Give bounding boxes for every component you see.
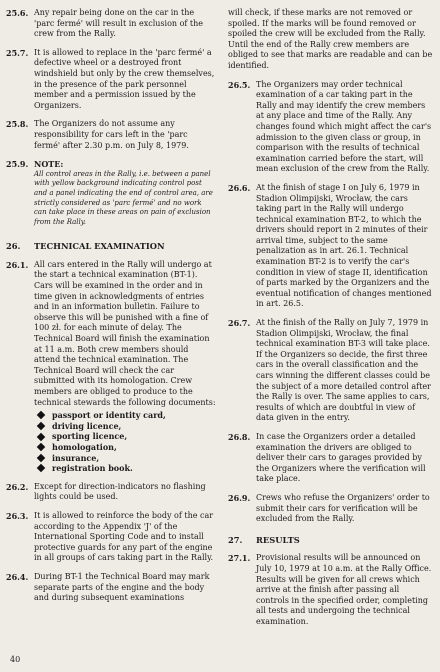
section-heading-results: 27. RESULTS bbox=[228, 534, 300, 545]
clause-number: 26.4. bbox=[6, 571, 29, 582]
clause-26-6 bbox=[228, 183, 434, 310]
clause-number: 25.7. bbox=[6, 47, 29, 58]
documents-list bbox=[34, 410, 216, 474]
diamond-bullet-icon bbox=[37, 464, 45, 472]
clause-26-3 bbox=[6, 511, 216, 564]
clause-number: 25.8. bbox=[6, 119, 29, 130]
diamond-bullet-icon bbox=[37, 443, 45, 451]
clause-number: 26.6. bbox=[228, 182, 251, 193]
diamond-bullet-icon bbox=[37, 422, 45, 430]
clause-number: 26.7. bbox=[228, 318, 251, 329]
note-label: NOTE: bbox=[34, 159, 64, 170]
clause-number: 25.6. bbox=[6, 8, 29, 18]
clause-26-2 bbox=[6, 482, 216, 503]
clause-25-6 bbox=[6, 8, 216, 40]
clause-text: It is allowed to reinforce the body of the car according to the Appendix 'J' of the International Sporting Code and to install protective guards for any part of the engine in all groups of cars taking part in the Rally. bbox=[34, 510, 214, 563]
clause-25-8 bbox=[6, 119, 216, 151]
continued-text: will check, if these marks are not removed or spoiled. If the marks will be found removed or spoiled the crew will be excluded from the Rally. Until the end of the Rally crew members are obliged to see that marks are readable and can be identified. bbox=[228, 8, 433, 70]
clause-text: The Organizers do not assume any responsibility for cars left in the 'parc fermé' after 2.30 p.m. on July 8, 1979. bbox=[34, 119, 189, 150]
clause-text: Provisional results will be announced on July 10, 1979 at 10 a.m. at the Rally Office. Results will be given for all crews which arrive at the finish after passing all controls in the specified order, completing all tests and undergoing the technical examination. bbox=[256, 553, 432, 626]
clause-26-7 bbox=[228, 318, 434, 424]
clause-26-9 bbox=[228, 493, 434, 525]
document-item: sporting licence, bbox=[38, 431, 216, 442]
diamond-bullet-icon bbox=[37, 432, 45, 440]
clause-text: At the finish of stage I on July 6, 1979 in Stadion Olimpijski, Wrocław, the cars taking part in the Rally will undergo technical examination BT-2, to which the drivers should report in 2 minutes of their arrival time, subject to the same penalization as in art. 26.1. Technical examination BT-2 is to verify the car's condition in view of stage II, identification of parts marked by the Organizers and the eventual notification of changes mentioned in art. 26.5. bbox=[256, 182, 432, 309]
clause-number: 26.3. bbox=[6, 510, 29, 521]
clause-text: All cars entered in the Rally will undergo at the start a technical examination (BT-1). Cars will be examined in the order and in time given in acknowledgments of entries and in an information bulletin. Failure to observe this will be punished with a fine of 100 zł. for each minute of delay. The Technical Board will finish the examination at 11 a.m. Both crew members should attend the technical examination. The Technical Board will check the car submitted with its homologation. Crew members are obliged to produce to the technical stewards the following documents: bbox=[34, 259, 216, 407]
left-column bbox=[6, 8, 216, 612]
document-item: driving licence, bbox=[38, 421, 216, 432]
right-column bbox=[228, 8, 434, 635]
clause-text: Crews who refuse the Organizers' order to submit their cars for verification will be excluded from the Rally. bbox=[256, 492, 430, 524]
clause-text: Except for direction-indicators no flashing lights could be used. bbox=[34, 481, 206, 502]
note-text: All control areas in the Rally, i.e. between a panel with yellow background indicating control post and a panel indicating the end of control area, are strictly considered as 'parc fermé' and no work can take place in these areas on pain of exclusion from the Rally. bbox=[34, 169, 213, 226]
clause-text: At the finish of the Rally on July 7, 1979 in Stadion Olimpijski, Wrocław, the final technical examination BT-3 will take place. If the Organizers so decide, the first three cars in the overall classification and the cars winning the different classes could be the subject of a more detailed control after the Rally is over. The same applies to cars, results of which are doubtful in view of data given in the entry. bbox=[256, 318, 431, 423]
clause-text: It is allowed to replace in the 'parc fermé' a defective wheel or a destroyed front windshield but only by the crew themselves, in the presence of the park personnel member and a permission issued by the Organizers. bbox=[34, 47, 215, 110]
clause-text: During BT-1 the Technical Board may mark separate parts of the engine and the body and during subsequent examinations bbox=[34, 571, 210, 603]
clause-text: In case the Organizers order a detailed examination the drivers are obliged to deliver their cars to garages provided by the Organizers where the verification will take place. bbox=[256, 431, 426, 484]
clause-number: 27.1. bbox=[228, 553, 251, 564]
clause-number: 26.9. bbox=[228, 492, 251, 503]
clause-text: Any repair being done on the car in the 'parc fermé' will result in exclusion of the crew from the Rally. bbox=[34, 8, 204, 39]
clause-27-1 bbox=[228, 553, 434, 627]
document-item: insurance, bbox=[38, 453, 216, 464]
section-heading-technical-examination: 26. TECHNICAL EXAMINATION bbox=[6, 241, 165, 252]
note-25-9 bbox=[6, 159, 216, 227]
clause-number: 26.2. bbox=[6, 481, 29, 492]
diamond-bullet-icon bbox=[37, 454, 45, 462]
clause-text: The Organizers may order technical examination of a car taking part in the Rally and may identify the crew members at any place and time of the Rally. Any changes found which might affect the car's admission to the given class or group, in comparison with the results of technical examination carried before the start, will mean exclusion of the crew from the Rally. bbox=[256, 79, 432, 174]
document-item: homologation, bbox=[38, 442, 216, 453]
clause-number: 26.8. bbox=[228, 431, 251, 442]
clause-number: 25.9. bbox=[6, 159, 29, 170]
clause-26-4 bbox=[6, 572, 216, 604]
clause-26-8 bbox=[228, 432, 434, 485]
clause-number: 26.1. bbox=[6, 259, 29, 270]
clause-26-5 bbox=[228, 80, 434, 175]
diamond-bullet-icon bbox=[37, 411, 45, 419]
document-item: registration book. bbox=[38, 463, 216, 474]
clause-25-7 bbox=[6, 48, 216, 112]
page-number: 40 bbox=[10, 655, 21, 664]
document-item: passport or identity card, bbox=[38, 410, 216, 421]
clause-26-1 bbox=[6, 260, 216, 408]
clause-number: 26.5. bbox=[228, 79, 251, 90]
